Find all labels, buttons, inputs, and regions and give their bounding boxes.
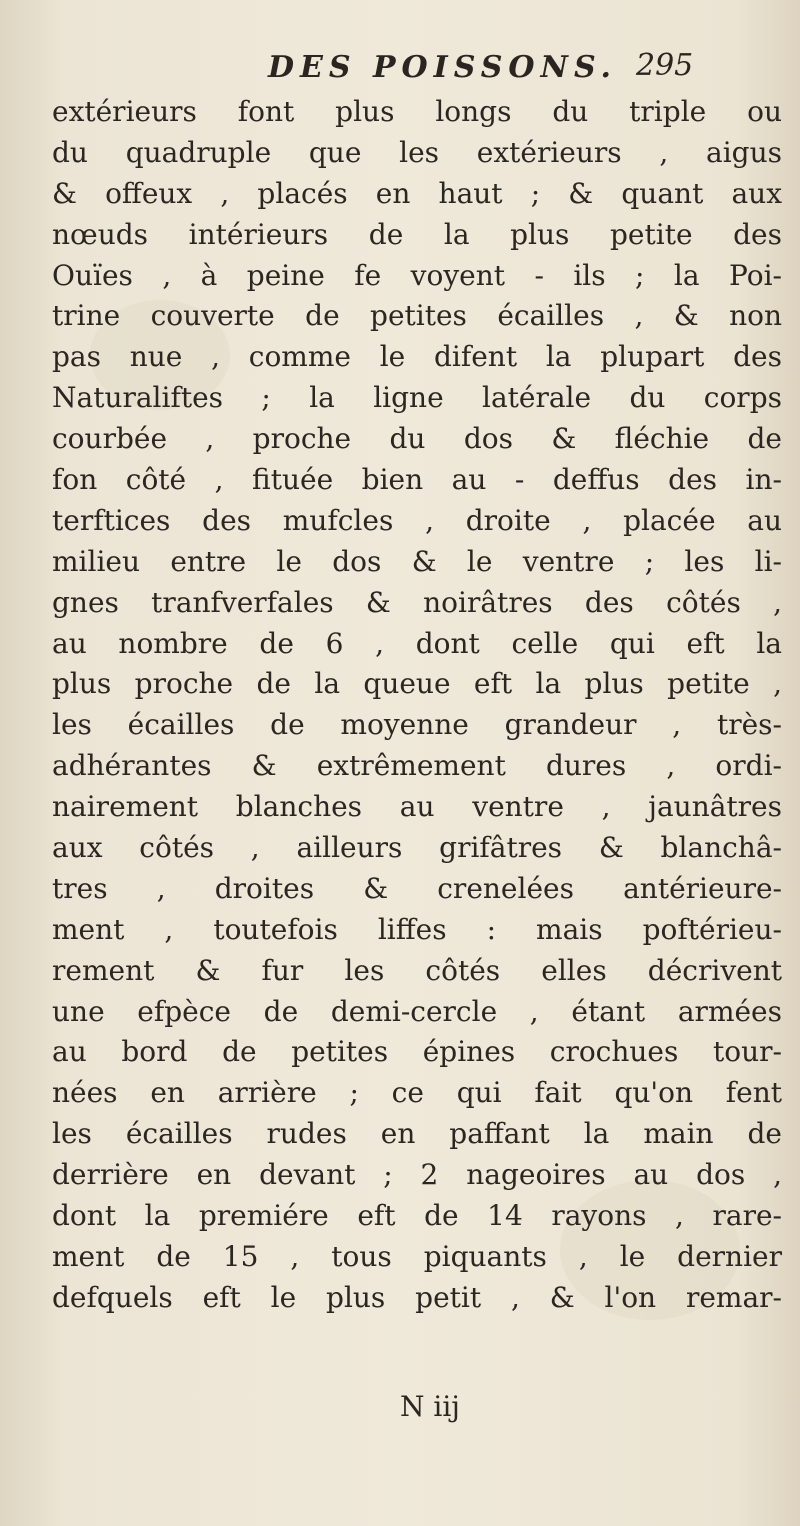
text-line: nées en arrière ; ce qui fait qu'on fent [52,1076,782,1110]
text-line: courbée , proche du dos & fléchie de [52,422,782,456]
text-line: pas nue , comme le difent la plupart des [52,340,782,374]
text-line: nairement blanches au ventre , jaunâtres [52,790,782,824]
text-line: tres , droites & crenelées antérieure- [52,871,782,905]
text-line: adhérantes & extrêmement dures , ordi- [52,749,782,783]
text-line: & offeux , placés en haut ; & quant aux [52,176,782,210]
text-line: fon côté , fituée bien au - deffus des in- [52,463,782,497]
text-line: trine couverte de petites écailles , & non [52,299,782,333]
text-line: les écailles rudes en paffant la main de [52,1117,782,1151]
text-line: Naturaliftes ; la ligne latérale du corps [52,381,782,415]
text-line: milieu entre le dos & le ventre ; les li- [52,544,782,578]
text-line: terftices des mufcles , droite , placée au [52,503,782,537]
text-line: les écailles de moyenne grandeur , très- [52,708,782,742]
text-line: plus proche de la queue eft la plus petite , [52,667,782,701]
body-text [52,92,782,1319]
text-line: une efpèce de demi-cercle , étant armées [52,994,782,1028]
running-head [0,44,800,94]
signature-mark: N iij [400,1390,460,1423]
text-line: rement & fur les côtés elles décrivent [52,953,782,987]
text-line: nœuds intérieurs de la plus petite des [52,217,782,251]
text-line: derrière en devant ; 2 nageoires au dos , [52,1158,782,1192]
text-line: defquels eft le plus petit , & l'on remar- [52,1280,782,1314]
text-line: du quadruple que les extérieurs , aigus [52,135,782,169]
text-line: ment de 15 , tous piquants , le dernier [52,1239,782,1273]
text-line: extérieurs font plus longs du triple ou [52,95,782,128]
text-line: dont la premiére eft de 14 rayons , rare- [52,1199,782,1233]
text-line: Ouïes , à peine fe voyent - ils ; la Poi- [52,258,782,292]
page-number: 295 [636,48,694,83]
text-line: aux côtés , ailleurs grifâtres & blanchâ- [52,831,782,865]
text-line: ment , toutefois liffes : mais poftérieu- [52,912,782,946]
running-head-title: DES POISSONS. [268,50,617,85]
text-line: au nombre de 6 , dont celle qui eft la [52,626,782,660]
text-line: gnes tranfverfales & noirâtres des côtés , [52,585,782,619]
text-line: au bord de petites épines crochues tour- [52,1035,782,1069]
